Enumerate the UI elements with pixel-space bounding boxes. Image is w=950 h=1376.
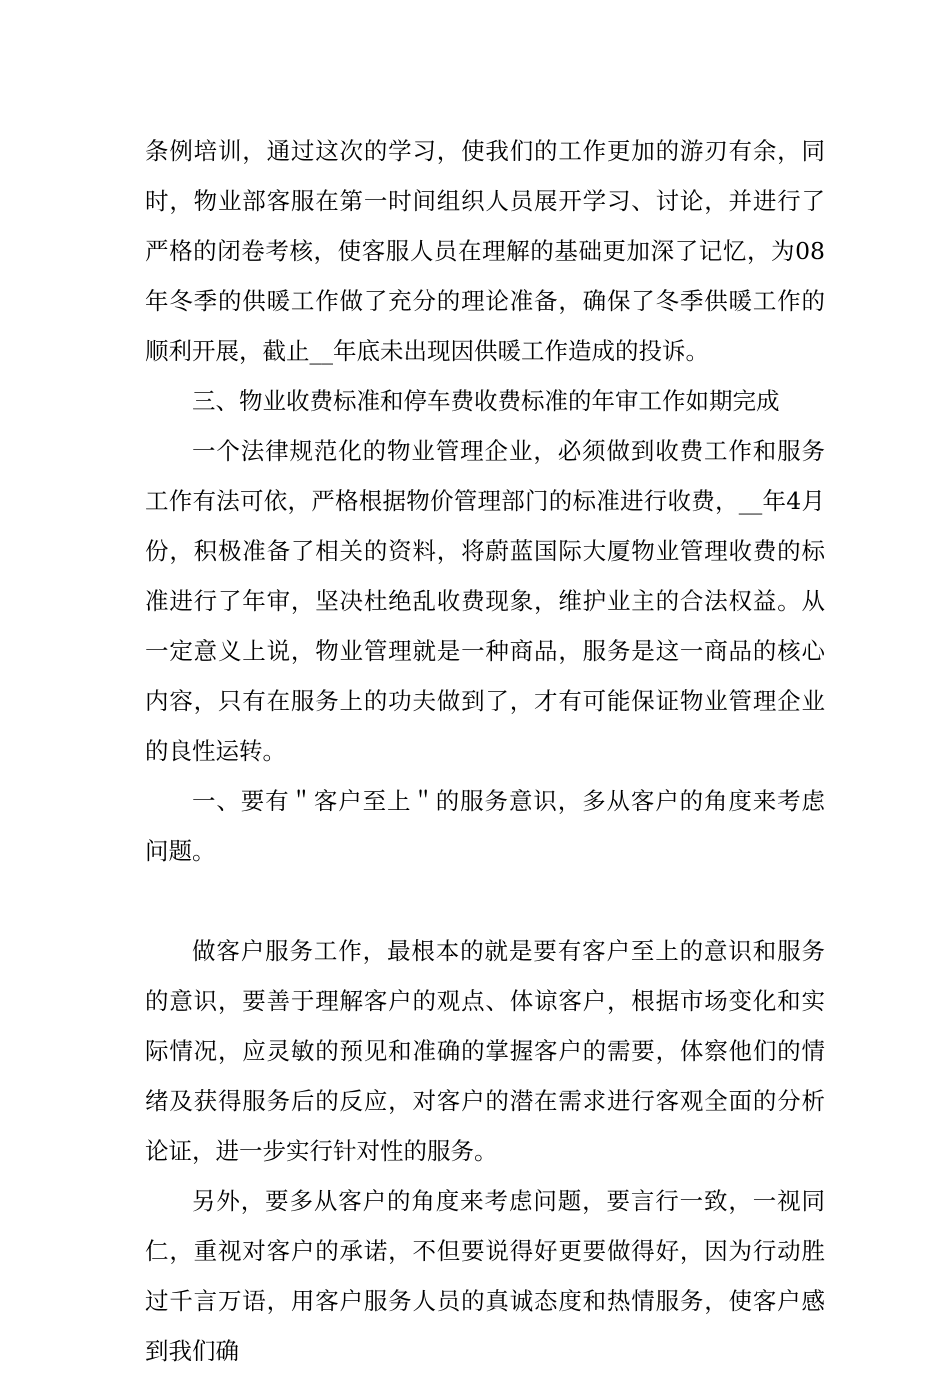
paragraph-fee-standards: 一个法律规范化的物业管理企业，必须做到收费工作和服务工作有法可依，严格根据物价管理部门的标准进行收费，__年4月份，积极准备了相关的资料，将蔚蓝国际大厦物业管理收费的标准进行了年审，坚决杜绝乱收费现象，维护业主的合法权益。从一定意义上说，物业管理就是一种商品，服务是这一商品的核心内容，只有在服务上的功夫做到了，才有可能保证物业管理企业的良性运转。 bbox=[145, 437, 825, 765]
paragraph-customer-service: 做客户服务工作，最根本的就是要有客户至上的意识和服务的意识，要善于理解客户的观点、体谅客户，根据市场变化和实际情况，应灵敏的预见和准确的掌握客户的需要，体察他们的情绪及获得服务后的反应，对客户的潜在需求进行客观全面的分析论证，进一步实行针对性的服务。 bbox=[145, 937, 825, 1165]
section-heading-customer-first: 一、要有＂客户至上＂的服务意识，多从客户的角度来考虑问题。 bbox=[145, 787, 825, 865]
paragraph-continued-training: 条例培训，通过这次的学习，使我们的工作更加的游刃有余，同时，物业部客服在第一时间组织人员展开学习、讨论，并进行了严格的闭卷考核，使客服人员在理解的基础更加深了记忆，为08年冬季的供暖工作做了充分的理论准备，确保了冬季供暖工作的顺利开展，截止__年底未出现因供暖工作造成的投诉。 bbox=[145, 137, 825, 365]
document-body bbox=[145, 126, 825, 1376]
section-heading-fee-review: 三、物业收费标准和停车费收费标准的年审工作如期完成 bbox=[192, 387, 780, 415]
paragraph-customer-perspective: 另外，要多从客户的角度来考虑问题，要言行一致，一视同仁，重视对客户的承诺，不但要说得好更要做得好，因为行动胜过千言万语，用客户服务人员的真诚态度和热情服务，使客户感到我们确 bbox=[145, 1187, 825, 1365]
